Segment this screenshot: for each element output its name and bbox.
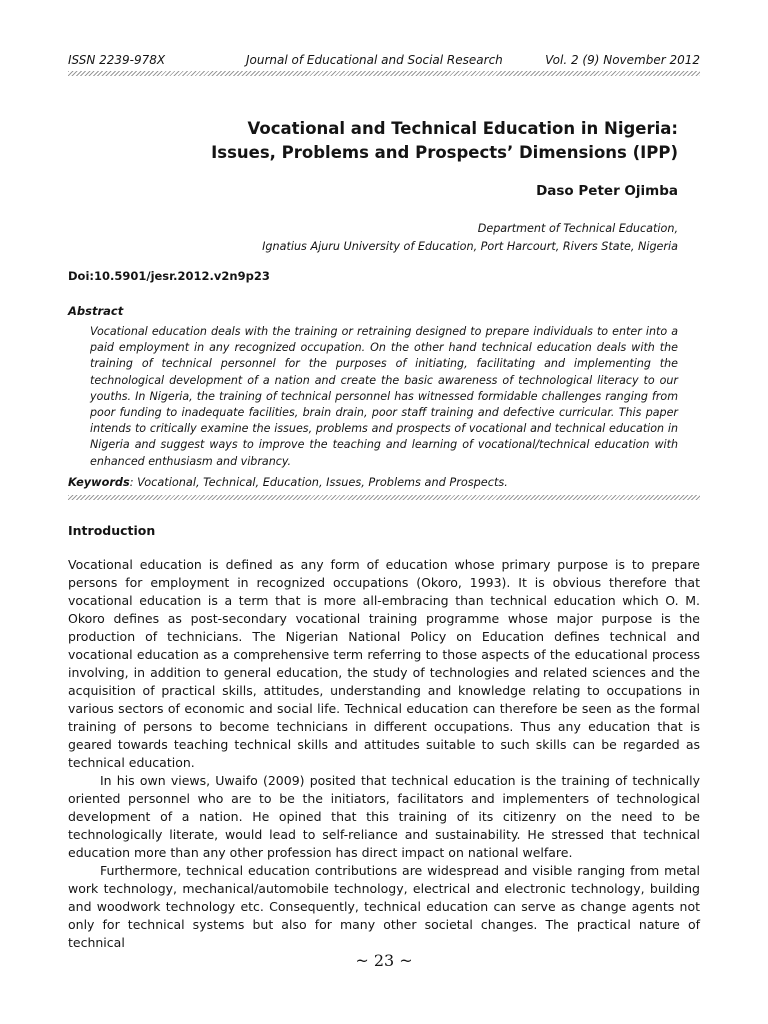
section-divider [68, 495, 700, 500]
header-divider [68, 71, 700, 76]
title-line-1: Vocational and Technical Education in Nigeria: [247, 119, 678, 138]
affiliation-line-1: Department of Technical Education, [477, 222, 678, 235]
keywords [68, 474, 700, 492]
page-number: ~ 23 ~ [355, 951, 413, 970]
running-header [68, 51, 700, 69]
doi-label: Doi:10.5901/jesr.2012.v2n9p23 [68, 269, 270, 283]
affiliation-line-2: Ignatius Ajuru University of Education, Port Harcourt, Rivers State, Nigeria [262, 240, 678, 253]
author-name: Daso Peter Ojimba [536, 183, 678, 199]
paragraph: Furthermore, technical education contributions are widespread and visible ranging from metal work technology, mechanical/automobile technology, electrical and electronic technology, building and woodwork technology etc. Consequently, technical education can serve as change agents not only for technical systems but also for many other societal changes. The practical nature of technical [68, 863, 700, 950]
keywords-label: Keywords [68, 476, 130, 489]
paragraph: Vocational education is defined as any form of education whose primary purpose is to prepare persons for employment in recognized occupations (Okoro, 1993). It is obvious therefore that vocational education is a term that is more all-embracing than technical education which O. M. Okoro defines as post-secondary vocational training programme whose major purpose is the production of technicians. The Nigerian National Policy on Education defines technical and vocational education as a comprehensive term referring to those aspects of the educational process involving, in addition to general education, the study of technologies and related sciences and the acquisition of practical skills, attitudes, understanding and knowledge relating to occupations in various sectors of economic and social life. Technical education can therefore be seen as the formal training of persons to become technicians in different occupations. Thus any education that is geared towards teaching technical skills and attitudes suitable to such skills can be regarded as technical education. [68, 557, 700, 770]
volume-label: Vol. 2 (9) November 2012 [545, 53, 700, 67]
issn-label: ISSN 2239-978X [68, 53, 166, 67]
abstract-heading: Abstract [68, 304, 124, 318]
paragraph: In his own views, Uwaifo (2009) posited that technical education is the training of technically oriented personnel who are to be the initiators, facilitators and implementers of technological development of a nation. He opined that this training of its citizenry on the need to be technologically literate, would lead to self-reliance and sustainability. He stressed that technical education more than any other profession has direct impact on national welfare. [68, 773, 700, 860]
title-line-2: Issues, Problems and Prospects’ Dimensions (IPP) [211, 143, 678, 162]
keywords-text: : Vocational, Technical, Education, Issues, Problems and Prospects. [129, 476, 508, 489]
introduction-heading: Introduction [68, 523, 156, 538]
affiliation [118, 220, 678, 256]
article-title [118, 117, 678, 165]
journal-name: Journal of Educational and Social Research [246, 53, 503, 67]
introduction-body [68, 556, 700, 952]
abstract-text: Vocational education deals with the training or retraining designed to prepare individuals to enter into a paid employment in any recognized occupation. On the other hand technical education deals with the training of technical personnel for the purposes of initiating, facilitating and implementing the technological development of a nation and create the basic awareness of technological literacy to our youths. In Nigeria, the training of technical personnel has witnessed formidable challenges ranging from poor funding to inadequate facilities, brain drain, poor staff training and defective curricular. This paper intends to critically examine the issues, problems and prospects of vocational and technical education in Nigeria and suggest ways to improve the teaching and learning of vocational/technical education with enhanced enthusiasm and vibrancy. [90, 325, 678, 468]
